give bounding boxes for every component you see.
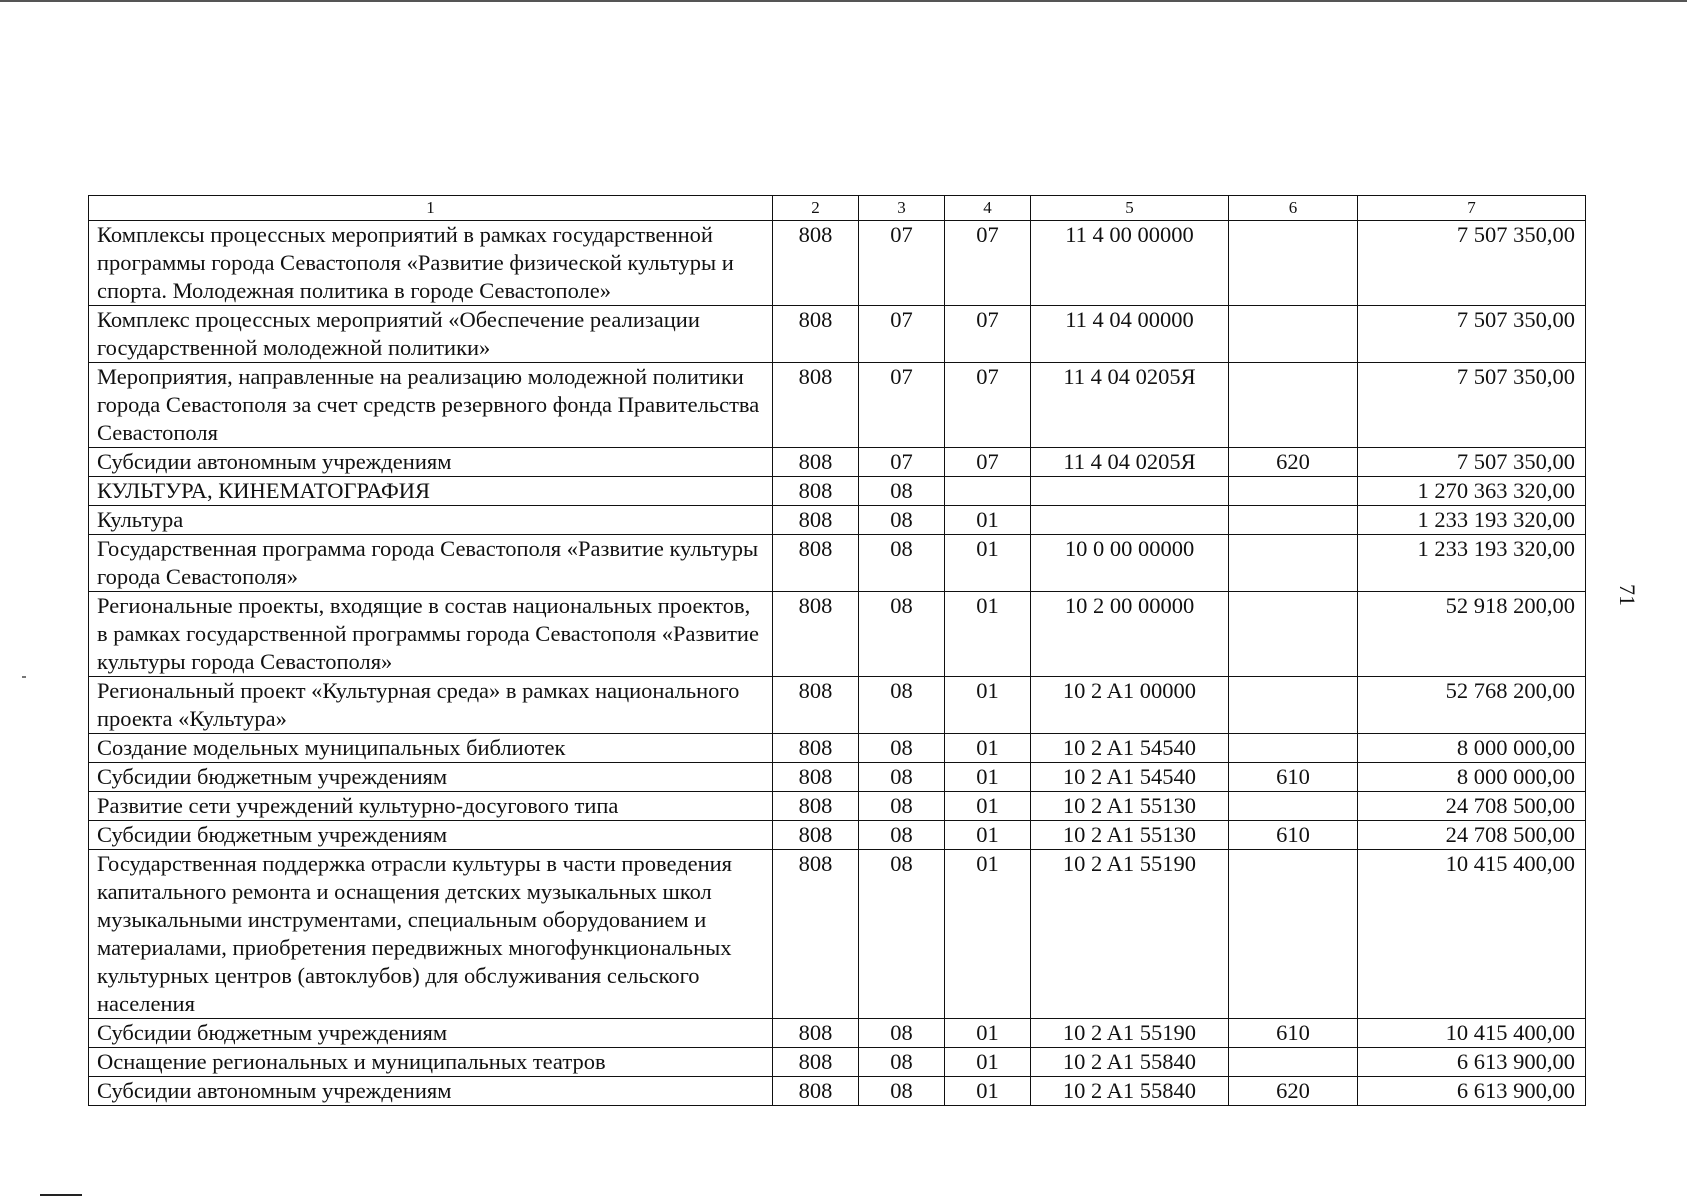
table-body	[89, 196, 1586, 1106]
table-row	[89, 792, 1586, 821]
section-code-cell: 08	[859, 506, 945, 535]
subsection-code-cell: 07	[945, 448, 1031, 477]
amount-cell: 6 613 900,00	[1358, 1077, 1586, 1106]
subsection-code-cell: 01	[945, 1019, 1031, 1048]
expense-type-cell	[1229, 221, 1358, 306]
expense-type-cell	[1229, 734, 1358, 763]
subsection-code-cell: 07	[945, 306, 1031, 363]
ministry-code-cell: 808	[773, 592, 859, 677]
table-row	[89, 850, 1586, 1019]
section-code-cell: 08	[859, 1077, 945, 1106]
target-article-cell: 10 2 00 00000	[1031, 592, 1229, 677]
target-article-cell: 10 2 A1 55190	[1031, 850, 1229, 1019]
amount-cell: 7 507 350,00	[1358, 221, 1586, 306]
item-name-cell: Создание модельных муниципальных библиотек	[89, 734, 773, 763]
table-row	[89, 535, 1586, 592]
table-row	[89, 477, 1586, 506]
section-code-cell: 08	[859, 535, 945, 592]
amount-cell: 6 613 900,00	[1358, 1048, 1586, 1077]
ministry-code-cell: 808	[773, 535, 859, 592]
target-article-cell: 11 4 04 00000	[1031, 306, 1229, 363]
subsection-code-cell: 01	[945, 677, 1031, 734]
section-code-cell: 08	[859, 821, 945, 850]
amount-cell: 52 918 200,00	[1358, 592, 1586, 677]
expense-type-cell	[1229, 592, 1358, 677]
scan-mark	[22, 676, 26, 678]
item-name-cell: Субсидии автономным учреждениям	[89, 448, 773, 477]
section-code-cell: 07	[859, 448, 945, 477]
expense-type-cell	[1229, 677, 1358, 734]
section-code-cell: 08	[859, 850, 945, 1019]
target-article-cell: 10 2 A1 54540	[1031, 734, 1229, 763]
table-row	[89, 1077, 1586, 1106]
target-article-cell: 10 2 A1 55130	[1031, 792, 1229, 821]
amount-cell: 7 507 350,00	[1358, 363, 1586, 448]
section-code-cell: 07	[859, 306, 945, 363]
expense-type-cell	[1229, 306, 1358, 363]
scan-top-edge	[0, 0, 1687, 2]
subsection-code-cell: 01	[945, 763, 1031, 792]
section-code-cell: 08	[859, 734, 945, 763]
column-header: 1	[89, 196, 773, 221]
item-name-cell: Мероприятия, направленные на реализацию молодежной политики города Севастополя за счет средств резервного фонда Правительства Севастополя	[89, 363, 773, 448]
ministry-code-cell: 808	[773, 677, 859, 734]
budget-table	[88, 195, 1586, 1106]
section-code-cell: 08	[859, 792, 945, 821]
section-code-cell: 08	[859, 592, 945, 677]
item-name-cell: КУЛЬТУРА, КИНЕМАТОГРАФИЯ	[89, 477, 773, 506]
target-article-cell: 11 4 00 00000	[1031, 221, 1229, 306]
amount-cell: 7 507 350,00	[1358, 448, 1586, 477]
table-row	[89, 221, 1586, 306]
ministry-code-cell: 808	[773, 1077, 859, 1106]
expense-type-cell: 610	[1229, 763, 1358, 792]
item-name-cell: Государственная программа города Севастополя «Развитие культуры города Севастополя»	[89, 535, 773, 592]
expense-type-cell	[1229, 850, 1358, 1019]
amount-cell: 1 233 193 320,00	[1358, 535, 1586, 592]
subsection-code-cell: 07	[945, 221, 1031, 306]
column-header: 5	[1031, 196, 1229, 221]
ministry-code-cell: 808	[773, 734, 859, 763]
ministry-code-cell: 808	[773, 763, 859, 792]
expense-type-cell	[1229, 1048, 1358, 1077]
expense-type-cell	[1229, 363, 1358, 448]
amount-cell: 24 708 500,00	[1358, 821, 1586, 850]
amount-cell: 24 708 500,00	[1358, 792, 1586, 821]
expense-type-cell: 620	[1229, 448, 1358, 477]
section-code-cell: 08	[859, 1048, 945, 1077]
amount-cell: 8 000 000,00	[1358, 763, 1586, 792]
expense-type-cell: 610	[1229, 1019, 1358, 1048]
ministry-code-cell: 808	[773, 792, 859, 821]
table-row	[89, 1048, 1586, 1077]
target-article-cell: 10 2 A1 55130	[1031, 821, 1229, 850]
column-header: 6	[1229, 196, 1358, 221]
amount-cell: 10 415 400,00	[1358, 1019, 1586, 1048]
expense-type-cell	[1229, 792, 1358, 821]
ministry-code-cell: 808	[773, 1019, 859, 1048]
section-code-cell: 07	[859, 363, 945, 448]
target-article-cell: 10 0 00 00000	[1031, 535, 1229, 592]
amount-cell: 10 415 400,00	[1358, 850, 1586, 1019]
section-code-cell: 08	[859, 763, 945, 792]
section-code-cell: 08	[859, 1019, 945, 1048]
target-article-cell: 10 2 A1 54540	[1031, 763, 1229, 792]
ministry-code-cell: 808	[773, 850, 859, 1019]
item-name-cell: Комплексы процессных мероприятий в рамках государственной программы города Севастополя «Развитие физической культуры и спорта. Молодежная политика в городе Севастополе»	[89, 221, 773, 306]
column-header: 4	[945, 196, 1031, 221]
expense-type-cell: 620	[1229, 1077, 1358, 1106]
subsection-code-cell: 01	[945, 592, 1031, 677]
subsection-code-cell: 01	[945, 850, 1031, 1019]
subsection-code-cell	[945, 477, 1031, 506]
ministry-code-cell: 808	[773, 306, 859, 363]
expense-type-cell	[1229, 506, 1358, 535]
table-row	[89, 1019, 1586, 1048]
subsection-code-cell: 01	[945, 734, 1031, 763]
ministry-code-cell: 808	[773, 821, 859, 850]
ministry-code-cell: 808	[773, 1048, 859, 1077]
amount-cell: 52 768 200,00	[1358, 677, 1586, 734]
item-name-cell: Субсидии автономным учреждениям	[89, 1077, 773, 1106]
item-name-cell: Государственная поддержка отрасли культуры в части проведения капитального ремонта и оснащения детских музыкальных школ музыкальными инструментами, специальным оборудованием и материалами, приобретения передвижных многофункциональных культурных центров (автоклубов) для обслуживания сельского населения	[89, 850, 773, 1019]
expense-type-cell: 610	[1229, 821, 1358, 850]
target-article-cell: 10 2 A1 55840	[1031, 1077, 1229, 1106]
subsection-code-cell: 01	[945, 506, 1031, 535]
item-name-cell: Культура	[89, 506, 773, 535]
column-header: 2	[773, 196, 859, 221]
target-article-cell: 10 2 A1 55190	[1031, 1019, 1229, 1048]
item-name-cell: Региональные проекты, входящие в состав национальных проектов, в рамках государственной программы города Севастополя «Развитие культуры города Севастополя»	[89, 592, 773, 677]
page-number: 71	[1615, 584, 1640, 606]
table-row	[89, 677, 1586, 734]
amount-cell: 8 000 000,00	[1358, 734, 1586, 763]
target-article-cell	[1031, 477, 1229, 506]
subsection-code-cell: 01	[945, 821, 1031, 850]
target-article-cell: 10 2 A1 55840	[1031, 1048, 1229, 1077]
item-name-cell: Субсидии бюджетным учреждениям	[89, 1019, 773, 1048]
item-name-cell: Развитие сети учреждений культурно-досугового типа	[89, 792, 773, 821]
amount-cell: 1 270 363 320,00	[1358, 477, 1586, 506]
column-header: 7	[1358, 196, 1586, 221]
section-code-cell: 07	[859, 221, 945, 306]
scan-bottom-mark	[40, 1194, 82, 1196]
table-row	[89, 763, 1586, 792]
table-row	[89, 592, 1586, 677]
ministry-code-cell: 808	[773, 221, 859, 306]
section-code-cell: 08	[859, 477, 945, 506]
ministry-code-cell: 808	[773, 363, 859, 448]
target-article-cell: 11 4 04 0205Я	[1031, 448, 1229, 477]
subsection-code-cell: 01	[945, 792, 1031, 821]
table-row	[89, 363, 1586, 448]
ministry-code-cell: 808	[773, 506, 859, 535]
subsection-code-cell: 01	[945, 535, 1031, 592]
target-article-cell: 11 4 04 0205Я	[1031, 363, 1229, 448]
item-name-cell: Субсидии бюджетным учреждениям	[89, 763, 773, 792]
ministry-code-cell: 808	[773, 448, 859, 477]
section-code-cell: 08	[859, 677, 945, 734]
table-row	[89, 448, 1586, 477]
amount-cell: 1 233 193 320,00	[1358, 506, 1586, 535]
subsection-code-cell: 01	[945, 1077, 1031, 1106]
target-article-cell	[1031, 506, 1229, 535]
table-row	[89, 821, 1586, 850]
item-name-cell: Субсидии бюджетным учреждениям	[89, 821, 773, 850]
item-name-cell: Комплекс процессных мероприятий «Обеспечение реализации государственной молодежной политики»	[89, 306, 773, 363]
target-article-cell: 10 2 A1 00000	[1031, 677, 1229, 734]
subsection-code-cell: 01	[945, 1048, 1031, 1077]
item-name-cell: Региональный проект «Культурная среда» в рамках национального проекта «Культура»	[89, 677, 773, 734]
table-row	[89, 734, 1586, 763]
item-name-cell: Оснащение региональных и муниципальных театров	[89, 1048, 773, 1077]
subsection-code-cell: 07	[945, 363, 1031, 448]
column-header: 3	[859, 196, 945, 221]
expense-type-cell	[1229, 535, 1358, 592]
ministry-code-cell: 808	[773, 477, 859, 506]
amount-cell: 7 507 350,00	[1358, 306, 1586, 363]
table-row	[89, 306, 1586, 363]
expense-type-cell	[1229, 477, 1358, 506]
table-row	[89, 506, 1586, 535]
table-header-row	[89, 196, 1586, 221]
